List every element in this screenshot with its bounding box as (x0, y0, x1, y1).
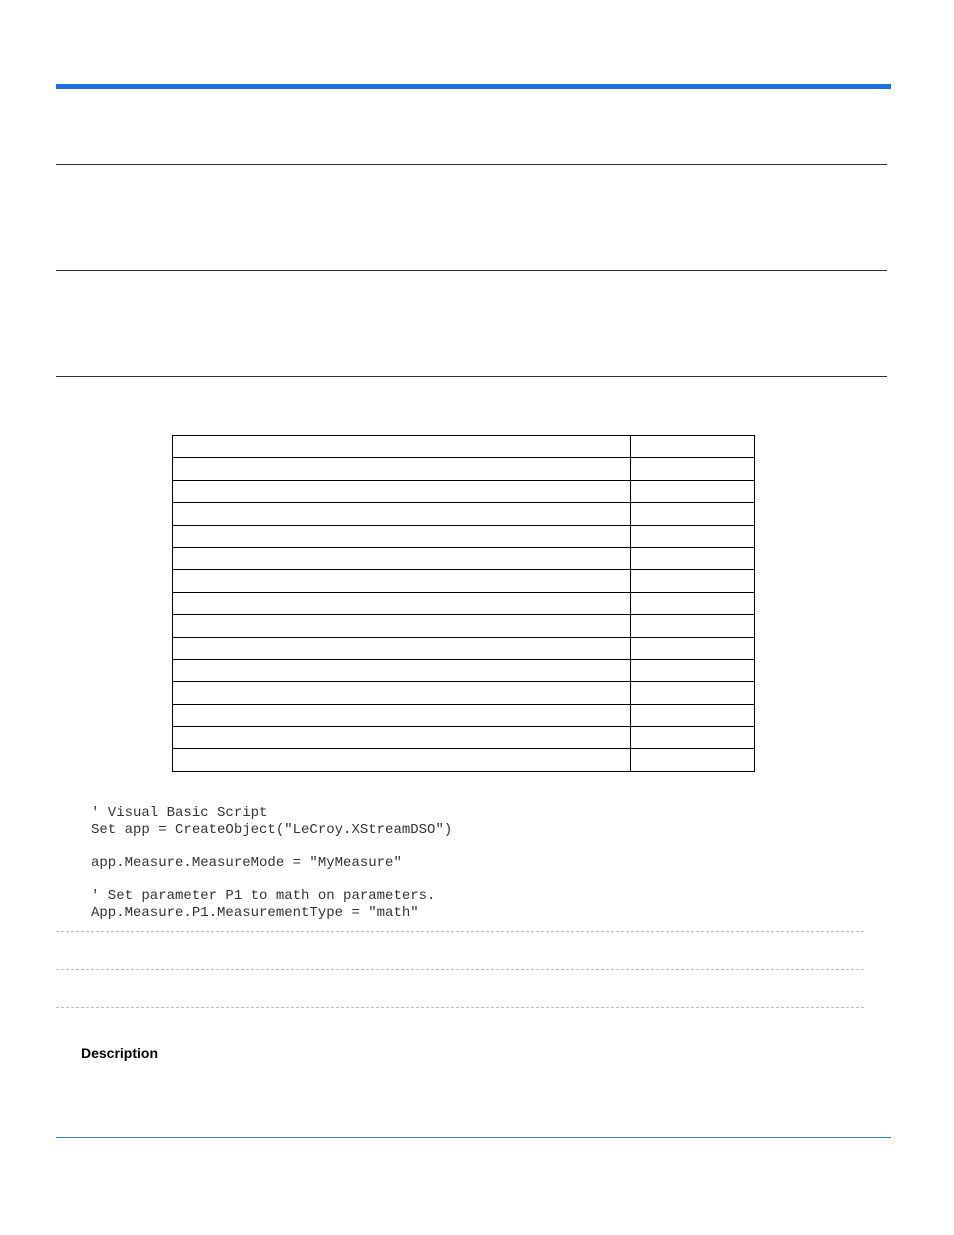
table-row (173, 637, 755, 659)
table-row (173, 570, 755, 592)
table-row (173, 615, 755, 637)
footer-rule (56, 1137, 891, 1138)
table-cell (631, 458, 755, 480)
code-line: App.Measure.P1.MeasurementType = "math" (91, 904, 419, 921)
dashed-divider (56, 931, 864, 932)
table-cell (631, 682, 755, 704)
grid-table-body (173, 436, 755, 772)
table-row (173, 436, 755, 458)
table-row (173, 480, 755, 502)
table-cell (631, 727, 755, 749)
code-line (91, 838, 452, 855)
table-cell (173, 458, 631, 480)
table-row (173, 458, 755, 480)
dashed-divider (56, 969, 864, 970)
code-line: ' Set parameter P1 to math on parameters. (91, 887, 436, 904)
code-line (91, 871, 452, 888)
table-cell (173, 637, 631, 659)
section-divider (56, 376, 887, 377)
code-example (91, 805, 452, 921)
table-cell (631, 480, 755, 502)
table-cell (631, 637, 755, 659)
table-cell (173, 682, 631, 704)
table-cell (631, 570, 755, 592)
table-cell (631, 749, 755, 771)
table-cell (173, 503, 631, 525)
header-accent-bar (56, 84, 891, 89)
table-row (173, 525, 755, 547)
table-cell (631, 436, 755, 458)
table-row (173, 592, 755, 614)
table-cell (631, 592, 755, 614)
table-cell (631, 503, 755, 525)
table-row (173, 749, 755, 771)
section-divider (56, 270, 887, 271)
table-cell (173, 525, 631, 547)
table-row (173, 704, 755, 726)
table-cell (173, 570, 631, 592)
table-cell (631, 525, 755, 547)
table-row (173, 503, 755, 525)
table-row (173, 659, 755, 681)
table-cell (631, 547, 755, 569)
code-line: app.Measure.MeasureMode = "MyMeasure" (91, 854, 402, 871)
table-row (173, 547, 755, 569)
table-cell (173, 592, 631, 614)
section-divider (56, 164, 887, 165)
code-line: ' Visual Basic Script (91, 805, 268, 821)
code-line: Set app = CreateObject("LeCroy.XStreamDSO") (91, 821, 453, 838)
dashed-divider (56, 1007, 864, 1008)
table-cell (631, 704, 755, 726)
table-cell (173, 615, 631, 637)
table-cell (173, 547, 631, 569)
table-cell (631, 615, 755, 637)
table-cell (173, 480, 631, 502)
table-cell (173, 659, 631, 681)
table-cell (631, 659, 755, 681)
table-cell (173, 704, 631, 726)
table-cell (173, 749, 631, 771)
table-cell (173, 727, 631, 749)
description-heading: Description (81, 1045, 159, 1061)
empty-grid-table (172, 435, 755, 772)
table-cell (173, 436, 631, 458)
table-row (173, 682, 755, 704)
table-row (173, 727, 755, 749)
